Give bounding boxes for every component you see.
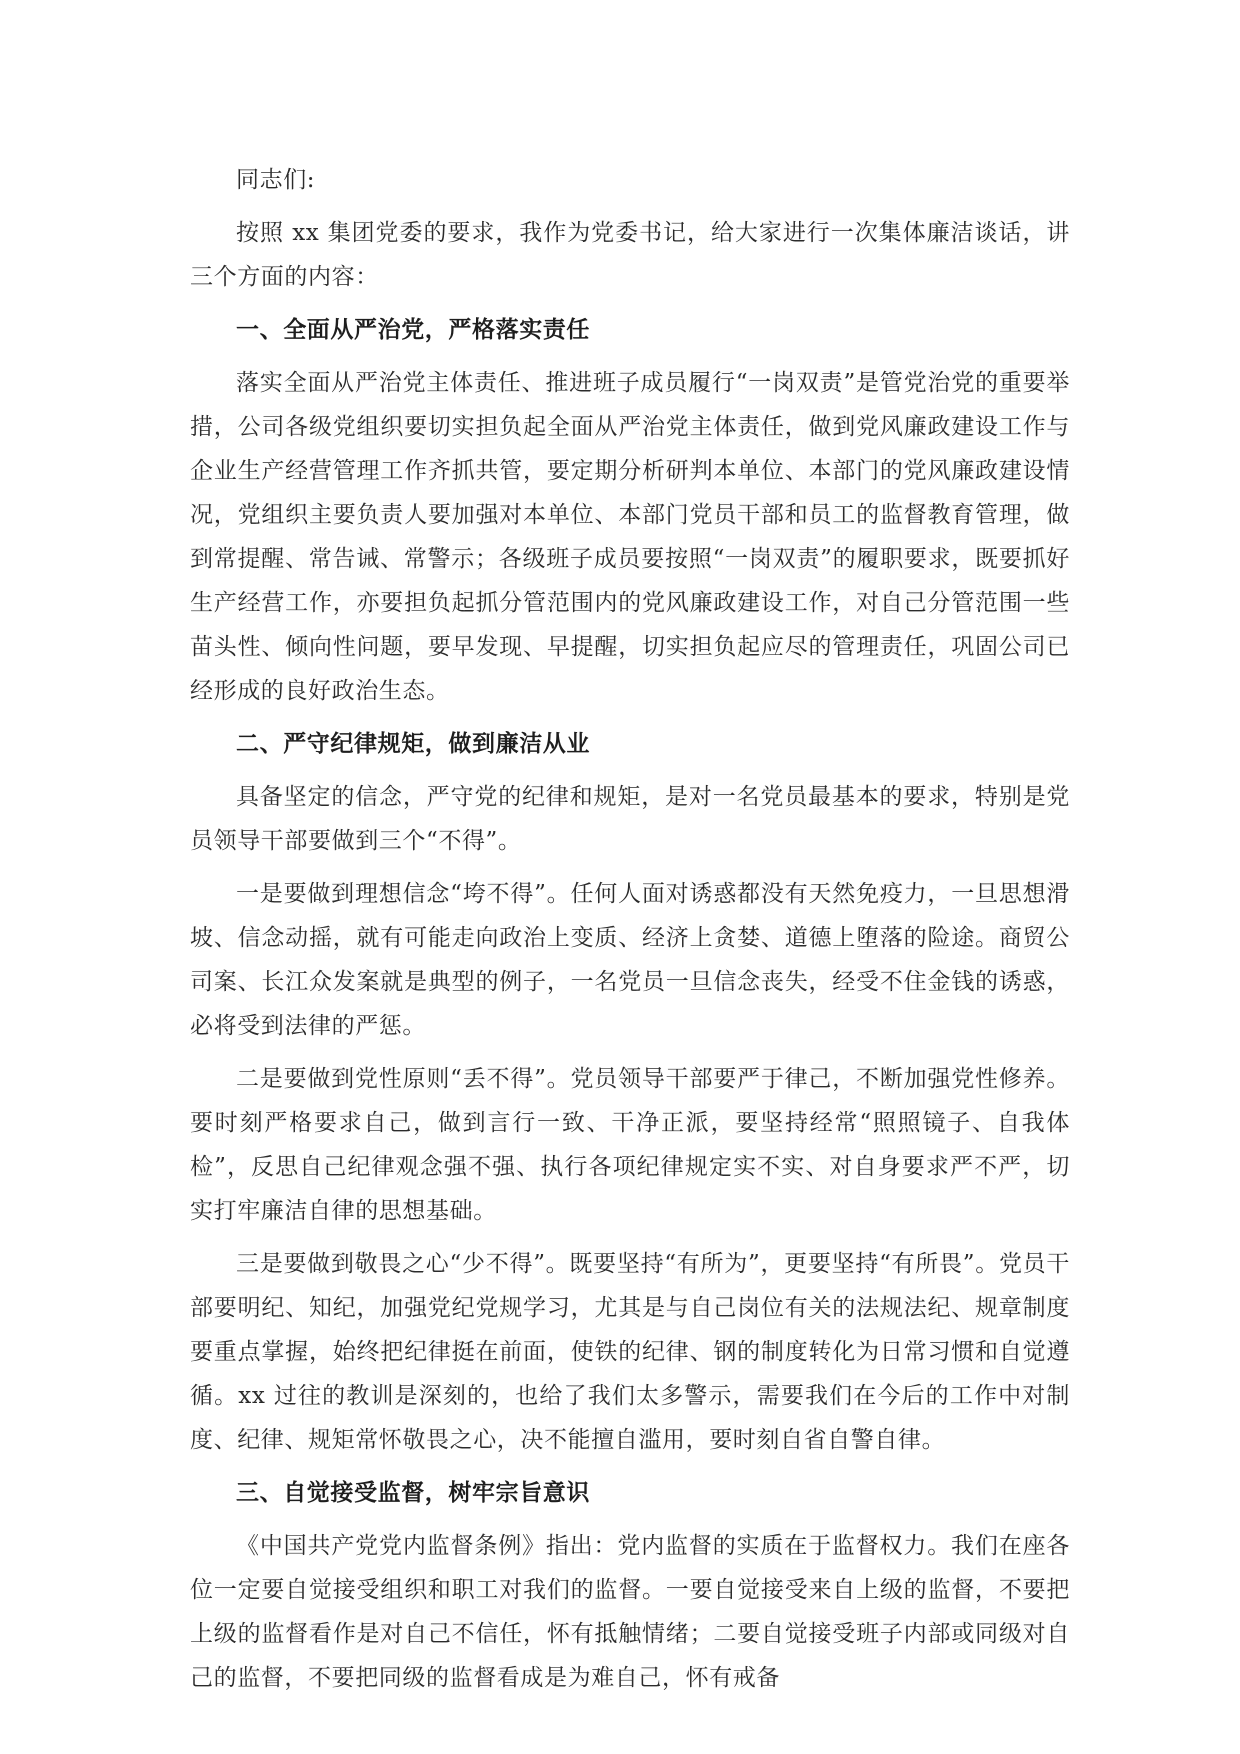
section-2-paragraph: 具备坚定的信念，严守党的纪律和规矩，是对一名党员最基本的要求，特别是党员领导干部要做到三个“不得”。 (190, 784, 1070, 854)
section-2-paragraph: 二是要做到党性原则“丢不得”。党员领导干部要严于律己，不断加强党性修养。要时刻严格要求自己，做到言行一致、干净正派，要坚持经常“照照镜子、自我体检”，反思自己纪律观念强不强、执行各项纪律规定实不实、对自身要求严不严，切实打牢廉洁自律的思想基础。 (190, 1066, 1070, 1224)
section-3-paragraph: 《中国共产党党内监督条例》指出：党内监督的实质在于监督权力。我们在座各位一定要自觉接受组织和职工对我们的监督。一要自觉接受来自上级的监督，不要把上级的监督看作是对自己不信任，怀有抵触情绪；二要自觉接受班子内部或同级对自己的监督，不要把同级的监督看成是为难自己，怀有戒备 (190, 1533, 1070, 1691)
section-2-paragraph: 一是要做到理想信念“垮不得”。任何人面对诱惑都没有天然免疫力，一旦思想滑坡、信念动摇，就有可能走向政治上变质、经济上贪婪、道德上堕落的险途。商贸公司案、长江众发案就是典型的例子，一名党员一旦信念丧失，经受不住金钱的诱惑，必将受到法律的严惩。 (190, 881, 1070, 1039)
greeting: 同志们: (236, 167, 316, 193)
section-1-paragraph: 落实全面从严治党主体责任、推进班子成员履行“一岗双责”是管党治党的重要举措，公司各级党组织要切实担负起全面从严治党主体责任，做到党风廉政建设工作与企业生产经营管理工作齐抓共管，要定期分析研判本单位、本部门的党风廉政建设情况，党组织主要负责人要加强对本单位、本部门党员干部和员工的监督教育管理，做到常提醒、常告诫、常警示；各级班子成员要按照“一岗双责”的履职要求，既要抓好生产经营工作，亦要担负起抓分管范围内的党风廉政建设工作，对自己分管范围一些苗头性、倾向性问题，要早发现、早提醒，切实担负起应尽的管理责任，巩固公司已经形成的良好政治生态。 (190, 370, 1070, 704)
document-page (190, 158, 1070, 1709)
section-3-heading: 三、自觉接受监督，树牢宗旨意识 (236, 1480, 590, 1506)
section-2-paragraph: 三是要做到敬畏之心“少不得”。既要坚持“有所为”，更要坚持“有所畏”。党员干部要明纪、知纪，加强党纪党规学习，尤其是与自己岗位有关的法规法纪、规章制度要重点掌握，始终把纪律挺在前面，使铁的纪律、钢的制度转化为日常习惯和自觉遵循。xx 过往的教训是深刻的，也给了我们太多警示，需要我们在今后的工作中对制度、纪律、规矩常怀敬畏之心，决不能擅自滥用，要时刻自省自警自律。 (190, 1251, 1070, 1453)
section-1-heading: 一、全面从严治党，严格落实责任 (236, 317, 590, 343)
section-2-heading: 二、严守纪律规矩，做到廉洁从业 (236, 731, 590, 757)
intro-paragraph: 按照 xx 集团党委的要求，我作为党委书记，给大家进行一次集体廉洁谈话，讲三个方面的内容： (190, 220, 1070, 290)
